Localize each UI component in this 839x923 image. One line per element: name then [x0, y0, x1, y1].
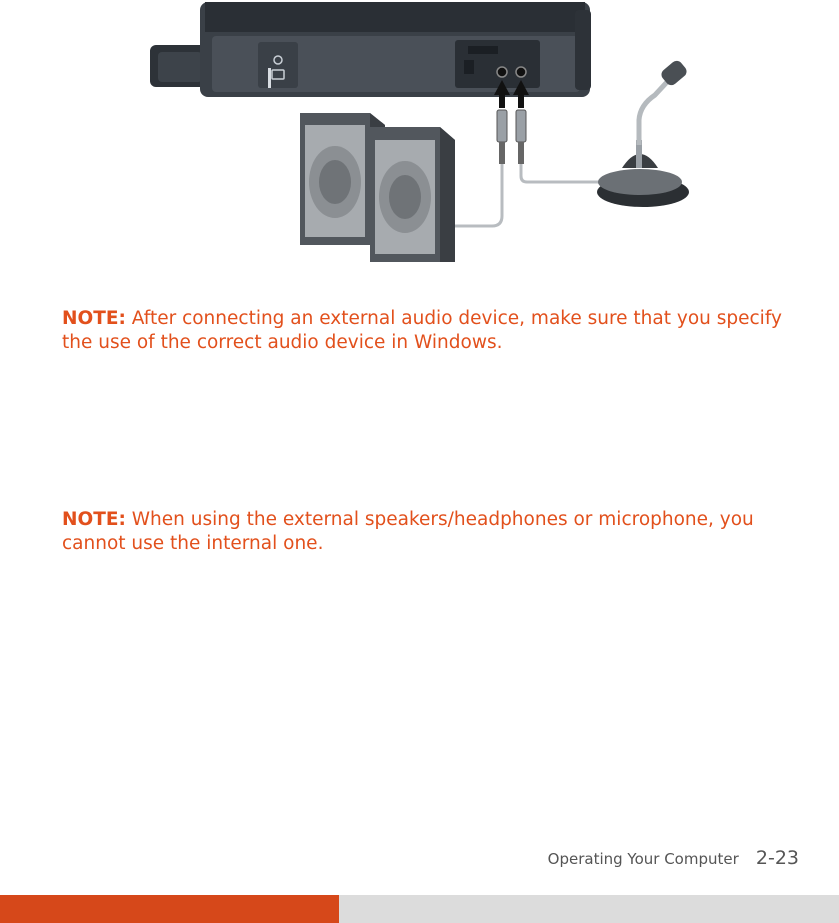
- page-number: 2-23: [755, 847, 799, 869]
- footer-section-title: Operating Your Computer: [547, 850, 739, 868]
- audio-plugs: [497, 110, 526, 164]
- audio-connection-illustration: [0, 0, 839, 290]
- note-text: After connecting an external audio device, make sure that you specify the use of the correct audio device in Windows.: [62, 308, 782, 353]
- microphone: [597, 58, 689, 207]
- note-external-audio-device: [62, 307, 792, 355]
- footer-accent-bar: [0, 895, 339, 923]
- note-text: When using the external speakers/headphones or microphone, you cannot use the internal one.: [62, 509, 754, 554]
- note-label: NOTE:: [62, 509, 126, 530]
- laptop-side-panel: [150, 2, 591, 97]
- note-label: NOTE:: [62, 308, 126, 329]
- page-footer: [548, 847, 799, 869]
- note-internal-device-disabled: [62, 508, 792, 556]
- speaker-right: [370, 127, 455, 262]
- footer-gray-bar: [339, 895, 839, 923]
- speaker-cable: [450, 164, 502, 226]
- footer-color-bar: [0, 895, 839, 923]
- microphone-cable: [521, 164, 610, 182]
